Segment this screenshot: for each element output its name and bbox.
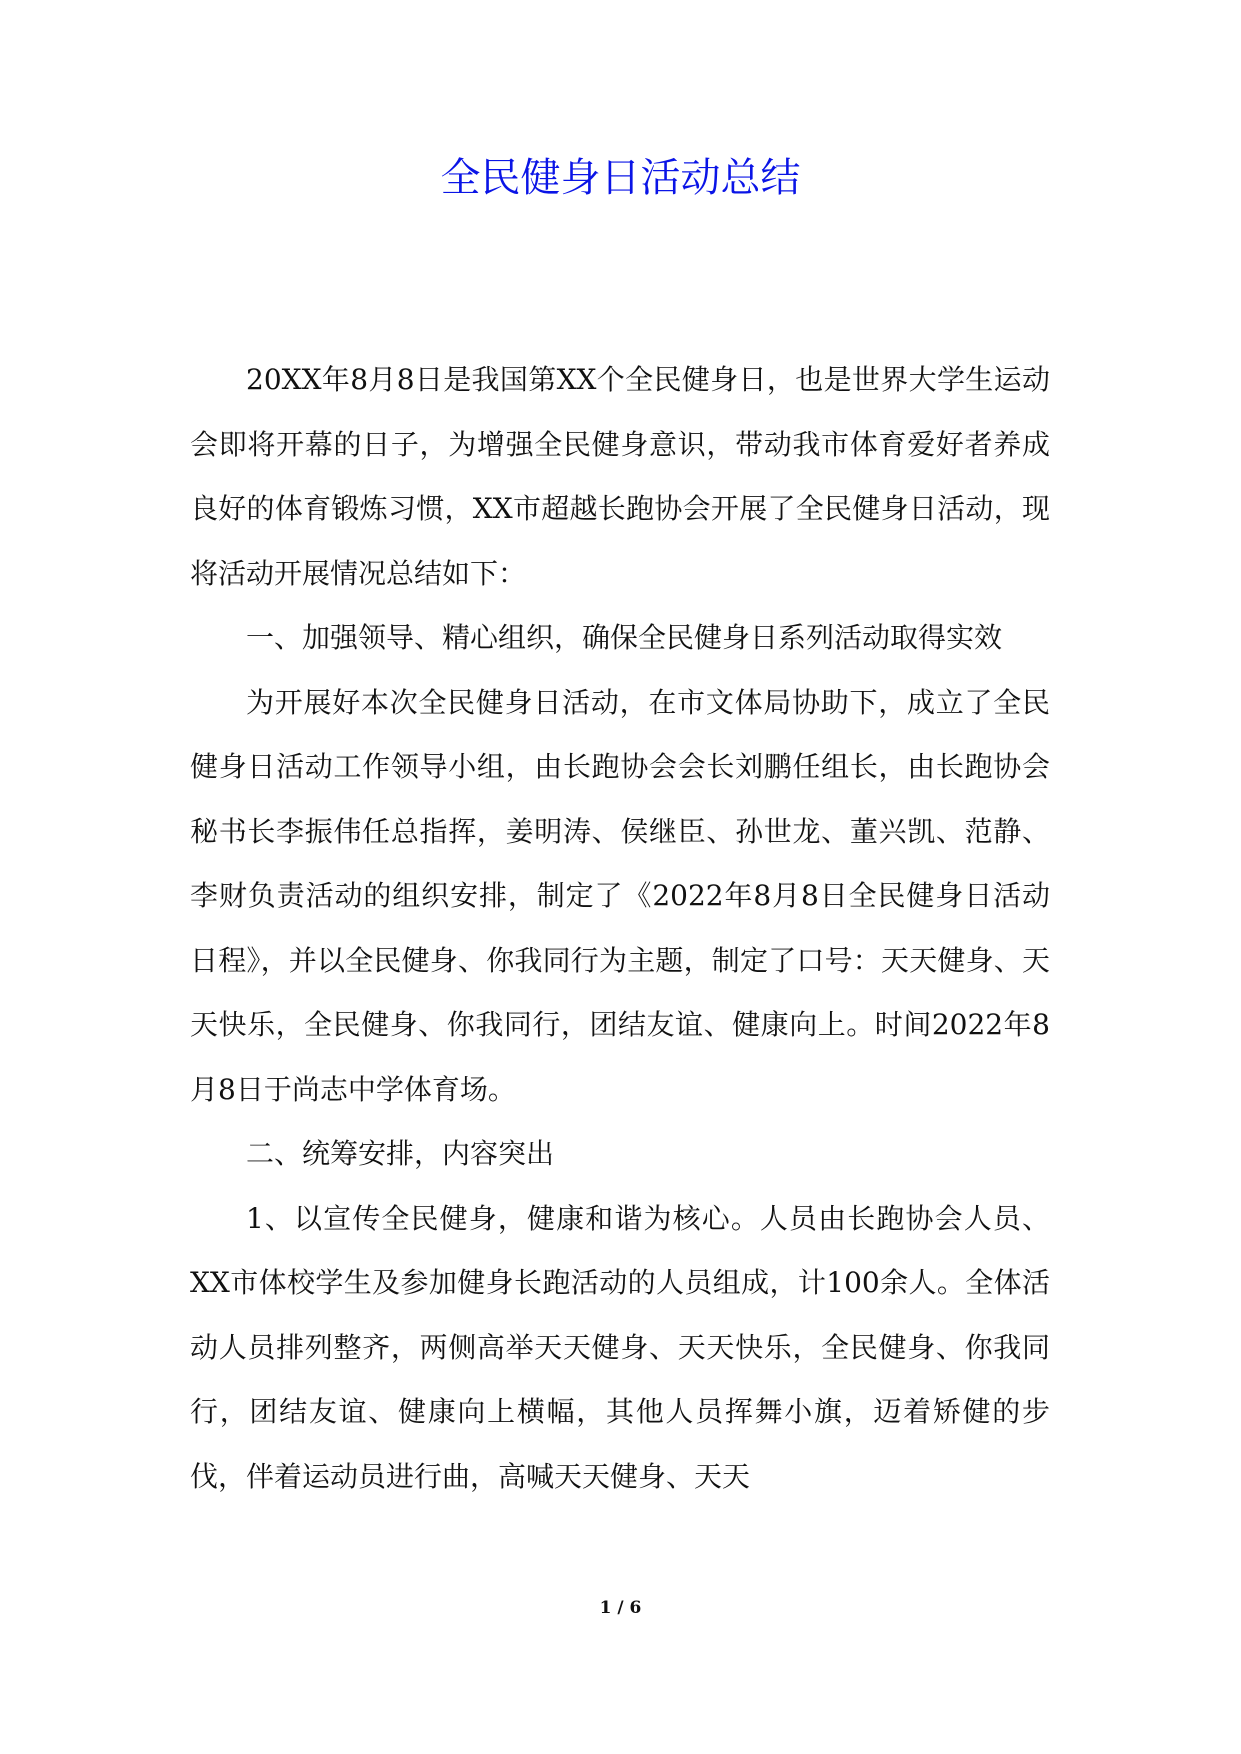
document-body [190,348,1050,1509]
paragraph-intro: 20XX年8月8日是我国第XX个全民健身日，也是世界大学生运动会即将开幕的日子，为增强全民健身意识，带动我市体育爱好者养成良好的体育锻炼习惯，XX市超越长跑协会开展了全民健身日活动，现将活动开展情况总结如下： [190,363,1050,590]
section-heading-2: 二、统筹安排，内容突出 [246,1137,555,1170]
paragraph-item-1: 1、以宣传全民健身，健康和谐为核心。人员由长跑协会人员、XX市体校学生及参加健身长跑活动的人员组成，计100余人。全体活动人员排列整齐，两侧高举天天健身、天天快乐，全民健身、你我同行，团结友谊、健康向上横幅，其他人员挥舞小旗，迈着矫健的步伐，伴着运动员进行曲，高喊天天健身、天天 [190,1201,1050,1493]
paragraph-organization: 为开展好本次全民健身日活动，在市文体局协助下，成立了全民健身日活动工作领导小组，由长跑协会会长刘鹏任组长，由长跑协会秘书长李振伟任总指挥，姜明涛、侯继臣、孙世龙、董兴凯、范静、李财负责活动的组织安排，制定了《2022年8月8日全民健身日活动日程》，并以全民健身、你我同行为主题，制定了口号：天天健身、天天快乐，全民健身、你我同行，团结友谊、健康向上。时间2022年8月8日于尚志中学体育场。 [190,685,1050,1106]
document-title: 全民健身日活动总结 [440,155,801,201]
section-heading-1: 一、加强领导、精心组织，确保全民健身日系列活动取得实效 [246,621,1003,654]
page-number: 1 / 6 [599,1598,642,1618]
